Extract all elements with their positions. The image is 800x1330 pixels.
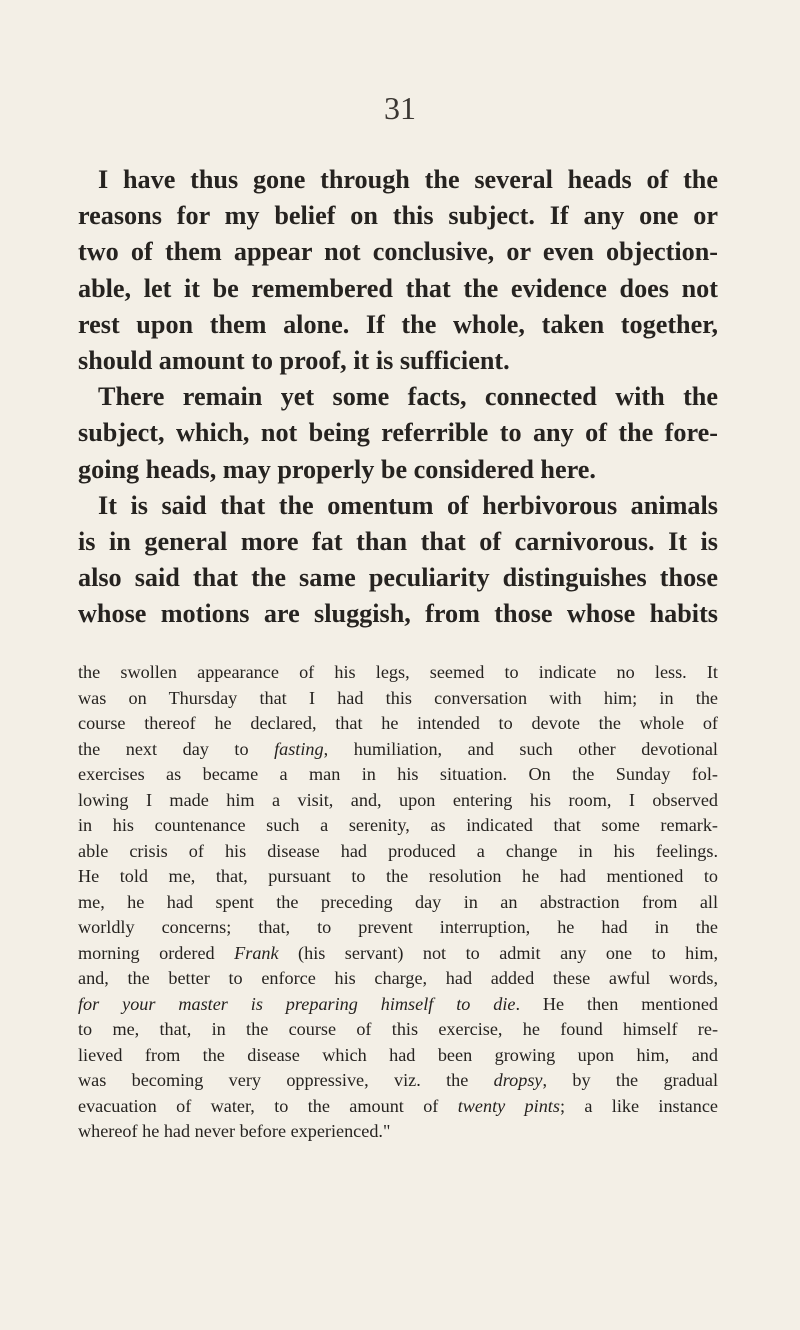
text-line: lieved from the disease which had been growing upon him, and [78, 1044, 718, 1065]
main-text [78, 162, 718, 633]
text-line: the swollen appearance of his legs, seemed to indicate no less. It [78, 662, 718, 682]
text-line: whereof he had never before experienced." [78, 1121, 391, 1141]
text-line: subject, which, not being referrible to any of the fore- [78, 418, 718, 448]
text-line: exercises as became a man in his situation. On the Sunday fol- [78, 764, 718, 784]
text-line: He told me, that, pursuant to the resolution he had mentioned to [78, 866, 718, 886]
text-line: is in general more fat than that of carnivorous. It is [78, 527, 718, 557]
text-line: able, let it be remembered that the evidence does not [78, 273, 718, 303]
text-line: and, the better to enforce his charge, had added these awful words, [78, 968, 718, 988]
text-line: It is said that the omentum of herbivorous animals [98, 490, 718, 520]
text-line: able crisis of his disease had produced a change in his feelings. [78, 840, 718, 861]
text-line: was on Thursday that I had this conversation with him; in the [78, 687, 718, 708]
text-line: was becoming very oppressive, viz. the dropsy, by the gradual [78, 1070, 718, 1090]
text-line: evacuation of water, to the amount of twenty pints; a like instance [78, 1095, 718, 1116]
text-line: going heads, may properly be considered here. [78, 454, 596, 484]
italic-term: twenty pints [457, 1095, 560, 1116]
page-number: 31 [384, 90, 416, 126]
text-line: course thereof he declared, that he intended to devote the whole of [78, 713, 718, 733]
text-line: me, he had spent the preceding day in an abstraction from all [78, 891, 718, 912]
text-line: in his countenance such a serenity, as indicated that some remark- [78, 815, 718, 835]
text-line: There remain yet some facts, connected with the [98, 382, 718, 412]
text-line: reasons for my belief on this subject. If any one or [78, 201, 718, 231]
text-line: should amount to proof, it is sufficient. [78, 346, 510, 376]
text-line: also said that the same peculiarity distinguishes those [78, 563, 718, 593]
italic-term: fasting [274, 738, 324, 759]
text-line: lowing I made him a visit, and, upon entering his room, I observed [78, 789, 718, 810]
text-line: to me, that, in the course of this exercise, he found himself re- [78, 1019, 718, 1039]
italic-term: dropsy [493, 1070, 543, 1090]
text-line: for your master is preparing himself to die. He then mentioned [78, 993, 718, 1014]
text-line: rest upon them alone. If the whole, taken together, [78, 309, 718, 339]
text-line: whose motions are sluggish, from those whose habits [78, 599, 718, 629]
text-line: the next day to fasting, humiliation, and such other devotional [78, 738, 718, 759]
text-line: I have thus gone through the several heads of the [98, 165, 718, 194]
text-line: morning ordered Frank (his servant) not to admit any one to him, [78, 942, 719, 963]
text-line: worldly concerns; that, to prevent interruption, he had in the [78, 917, 718, 937]
quoted-text [78, 660, 718, 1145]
italic-term: Frank [234, 942, 279, 963]
text-line: two of them appear not conclusive, or even objection- [78, 237, 718, 267]
italic-term: for your master is preparing himself to die [78, 993, 516, 1014]
